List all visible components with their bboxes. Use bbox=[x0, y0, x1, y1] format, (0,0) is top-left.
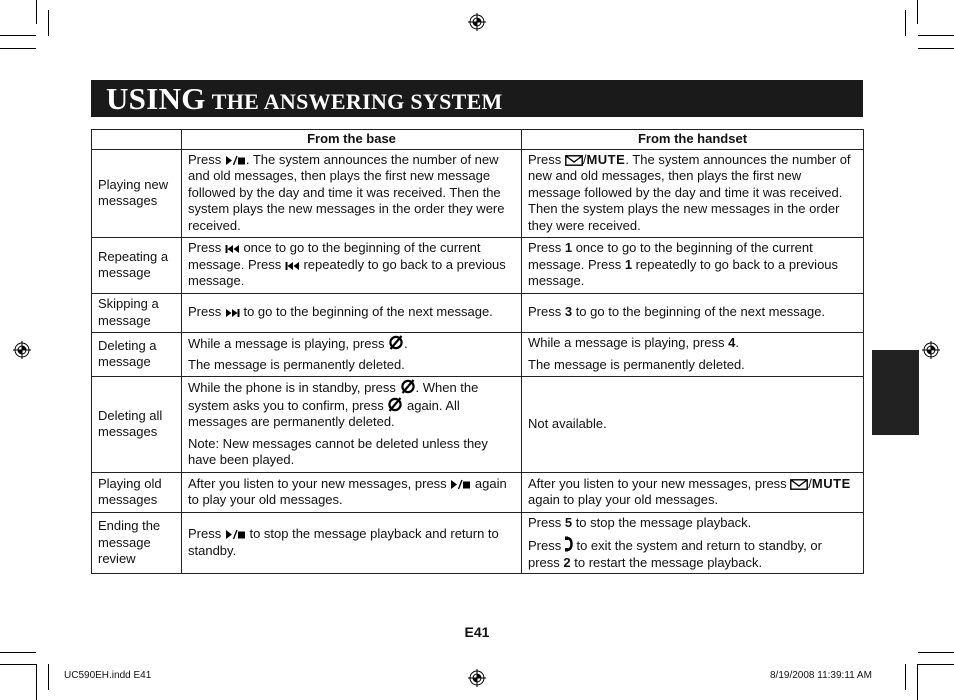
delete-icon bbox=[400, 380, 416, 395]
mute-key-label: MUTE bbox=[586, 151, 626, 167]
base-instruction-cell bbox=[182, 512, 522, 574]
cell-text: . The system announces the number of new and old messages, then plays the first new message followed by the day and time it was received. Then the system plays the new messages in the order they were received. bbox=[188, 151, 505, 233]
row-label: Playing new messages bbox=[92, 149, 182, 237]
play-stop-icon bbox=[225, 526, 246, 541]
title-first-word: USING bbox=[106, 81, 206, 116]
cell-text: again. All messages are permanently deleted. bbox=[188, 397, 460, 430]
handset-instruction-cell bbox=[522, 293, 864, 332]
cell-text: The message is permanently deleted. bbox=[188, 357, 405, 372]
handset-instruction-cell bbox=[522, 237, 864, 293]
cell-text: Press bbox=[188, 240, 225, 256]
cell-text: to go to the beginning of the next message. bbox=[572, 304, 826, 320]
crop-mark bbox=[917, 0, 918, 24]
cell-text: After you listen to your new messages, press bbox=[188, 475, 451, 491]
page-title bbox=[106, 82, 503, 119]
end-call-icon bbox=[565, 538, 573, 553]
cell-text: After you listen to your new messages, press bbox=[528, 475, 791, 491]
key-label: 4 bbox=[728, 335, 736, 350]
cell-text: The message is permanently deleted. bbox=[528, 356, 745, 372]
cell-text: While a message is playing, press bbox=[528, 335, 729, 350]
date-slug: 8/19/2008 11:39:11 AM bbox=[770, 670, 872, 681]
row-label: Skipping a message bbox=[92, 293, 182, 332]
cell-text: Press bbox=[528, 240, 565, 256]
key-label: 1 bbox=[564, 240, 573, 256]
base-instruction-cell bbox=[182, 472, 522, 512]
crop-mark bbox=[905, 10, 906, 36]
cell-text: Press bbox=[528, 151, 565, 167]
cell-text: . When the system asks you to confirm, press bbox=[188, 380, 479, 413]
crop-mark bbox=[48, 10, 49, 36]
skip-forward-icon bbox=[225, 304, 240, 319]
cell-text: . bbox=[735, 335, 740, 350]
crop-mark bbox=[0, 48, 36, 49]
table-header-row bbox=[92, 130, 864, 150]
cell-text: / bbox=[808, 475, 812, 491]
title-rest: THE ANSWERING SYSTEM bbox=[211, 89, 503, 114]
cell-text: again to play your old messages. bbox=[528, 492, 719, 507]
key-label: 3 bbox=[564, 304, 573, 320]
table-row bbox=[92, 472, 864, 512]
cell-text: Press bbox=[188, 304, 225, 320]
cell-text: to exit the system and return to standby, or press bbox=[528, 538, 822, 570]
crop-mark bbox=[918, 35, 954, 36]
cell-text: to restart the message playback. bbox=[570, 554, 763, 570]
section-tab bbox=[872, 350, 919, 435]
base-instruction-cell bbox=[182, 376, 522, 472]
cell-text: . bbox=[404, 335, 408, 351]
header-cell-handset: From the handset bbox=[522, 130, 864, 150]
delete-icon bbox=[387, 398, 403, 413]
crop-mark bbox=[918, 48, 954, 49]
cell-text: Not available. bbox=[528, 415, 607, 431]
key-label: 2 bbox=[563, 554, 571, 570]
crop-mark bbox=[48, 664, 49, 690]
answering-system-table bbox=[91, 129, 864, 574]
header-cell-base: From the base bbox=[182, 130, 522, 150]
row-label: Ending the message review bbox=[92, 512, 182, 574]
cell-text: Press bbox=[188, 151, 225, 167]
mute-key-label: MUTE bbox=[811, 475, 851, 491]
skip-back-icon bbox=[225, 240, 240, 255]
row-label: Deleting a message bbox=[92, 332, 182, 376]
cell-text: once to go to the beginning of the current message. Press bbox=[528, 240, 813, 272]
envelope-icon bbox=[565, 152, 583, 167]
handset-instruction-cell bbox=[522, 472, 864, 512]
cell-text: repeatedly to go back to a previous message. bbox=[188, 256, 506, 289]
crop-mark bbox=[36, 664, 37, 700]
crop-mark bbox=[917, 664, 918, 700]
cell-text: Press bbox=[188, 526, 225, 542]
base-instruction-cell bbox=[182, 332, 522, 376]
handset-instruction-cell bbox=[522, 512, 864, 574]
row-label: Deleting all messages bbox=[92, 376, 182, 472]
registration-target-icon bbox=[468, 669, 486, 687]
cell-text: . The system announces the number of new and old messages, then plays the first new message followed by the day and time it was received. Then the system plays the new messages in the order they were received. bbox=[528, 151, 851, 233]
crop-mark bbox=[0, 664, 36, 665]
play-stop-icon bbox=[450, 476, 471, 491]
page-number: E41 bbox=[464, 624, 490, 640]
cell-text: repeatedly to go back to a previous message. bbox=[528, 256, 839, 289]
handset-instruction-cell bbox=[522, 332, 864, 376]
table-row bbox=[92, 376, 864, 472]
registration-target-icon bbox=[13, 341, 31, 359]
row-label: Playing old messages bbox=[92, 472, 182, 512]
cell-text: While the phone is in standby, press bbox=[188, 380, 400, 396]
cell-text: to stop the message playback. bbox=[572, 514, 752, 530]
cell-text: again to play your old messages. bbox=[188, 475, 507, 507]
base-instruction-cell bbox=[182, 149, 522, 237]
crop-mark bbox=[918, 652, 954, 653]
play-stop-icon bbox=[225, 152, 246, 167]
key-label: 1 bbox=[624, 256, 633, 272]
cell-text: / bbox=[582, 151, 587, 167]
table-row bbox=[92, 332, 864, 376]
envelope-icon bbox=[790, 476, 808, 491]
table-row bbox=[92, 293, 864, 332]
cell-text: Press bbox=[528, 538, 565, 553]
crop-mark bbox=[0, 35, 36, 36]
key-label: 5 bbox=[564, 514, 573, 530]
cell-text: Note: New messages cannot be deleted unless they have been played. bbox=[188, 435, 488, 468]
table-row bbox=[92, 149, 864, 237]
cell-text: to go to the beginning of the next message. bbox=[239, 304, 493, 320]
cell-text: to stop the message playback and return to standby. bbox=[188, 526, 499, 558]
table-row bbox=[92, 237, 864, 293]
skip-back-icon bbox=[285, 257, 300, 272]
cell-text: Press bbox=[528, 304, 565, 320]
registration-target-icon bbox=[922, 341, 940, 359]
crop-mark bbox=[0, 652, 36, 653]
base-instruction-cell bbox=[182, 293, 522, 332]
handset-instruction-cell bbox=[522, 149, 864, 237]
header-cell-empty bbox=[92, 130, 182, 150]
cell-text: once to go to the beginning of the current message. Press bbox=[188, 240, 481, 272]
crop-mark bbox=[918, 664, 954, 665]
cell-text: Press bbox=[528, 514, 565, 530]
file-slug: UC590EH.indd E41 bbox=[64, 670, 152, 681]
cell-text: While a message is playing, press bbox=[188, 335, 389, 351]
handset-instruction-cell bbox=[522, 376, 864, 472]
row-label: Repeating a message bbox=[92, 237, 182, 293]
crop-mark bbox=[36, 0, 37, 24]
crop-mark bbox=[905, 664, 906, 690]
table-row bbox=[92, 512, 864, 574]
registration-target-icon bbox=[468, 13, 486, 31]
base-instruction-cell bbox=[182, 237, 522, 293]
delete-icon bbox=[388, 336, 404, 351]
